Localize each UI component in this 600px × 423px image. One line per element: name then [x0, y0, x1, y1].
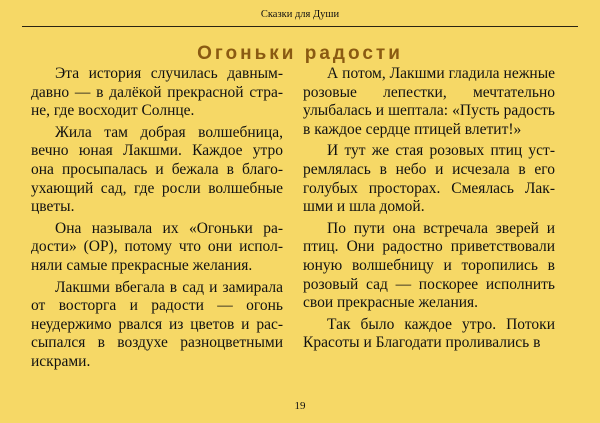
page-number: 19 — [294, 400, 306, 412]
paragraph: Жила там добрая волшебница, вечно юная Лакшми. Каждое утро она просыпалась и бежала в благоухающий сад, где росли волшебные цветы. — [31, 123, 283, 216]
paragraph: Лакшми вбегала в сад и замирала от восторга и радости — огонь неудержимо рвался из цветов и рассыпался в воздухе разноцветными искрами. — [31, 278, 283, 370]
story-title: Огоньки радости — [197, 43, 403, 64]
header-divider — [22, 26, 578, 27]
paragraph: Она называла их «Огоньки радости» (ОР), потому что они исполняли самые прекрасные желания. — [31, 219, 283, 274]
paragraph: И тут же стая розовых птиц устремлялась в небо и исчезала в его голубых просторах. Смеялась Лакшми и шла домой. — [303, 142, 555, 216]
running-header: Сказки для Души — [260, 9, 340, 20]
paragraph: А потом, Лакшми гладила нежные розовые лепестки, мечтательно улыбалась и шептала: «Пусть радость в каждое сердце птицей влетит!» — [303, 65, 555, 138]
left-text-column — [31, 65, 283, 375]
paragraph: По пути она встречала зверей и птиц. Они радостно приветствовали юную волшебницу и торопились в розовый сад — поскорее исполнить свои прекрасные желания. — [303, 219, 555, 312]
paragraph: Эта история случилась давным-давно — в далёкой прекрасной стране, где восходит Солнце. — [31, 65, 283, 120]
right-text-column — [303, 65, 555, 356]
paragraph: Так было каждое утро. Потоки Красоты и Благодати проливались в — [303, 315, 555, 352]
